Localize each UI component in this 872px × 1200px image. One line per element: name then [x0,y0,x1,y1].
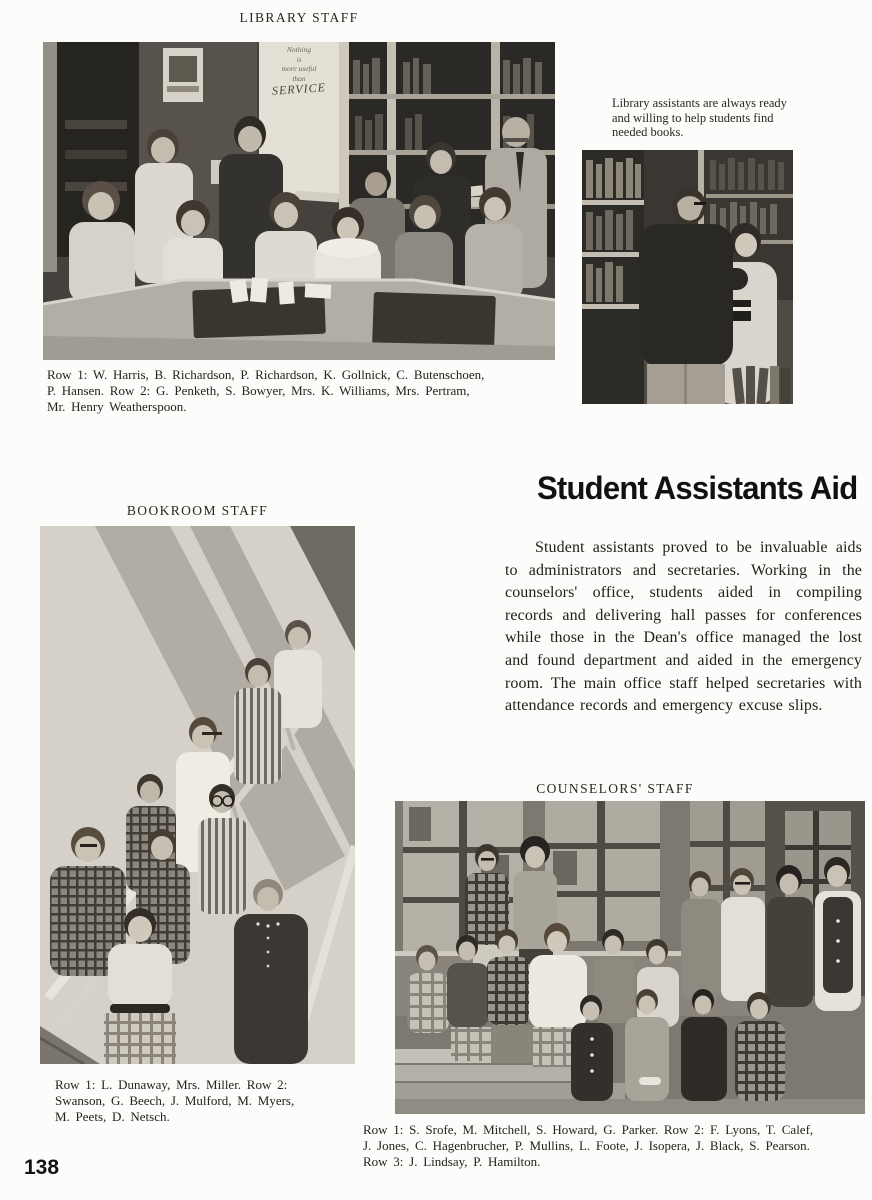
library-staff-heading: LIBRARY STAFF [239,10,359,25]
poster-line: is [296,54,302,64]
library-assistants-photo [582,150,793,404]
article-title: Student Assistants Aid [537,470,858,506]
caption-line: Row 1: S. Srofe, M. Mitchell, S. Howard, G. Parker. Row 2: F. Lyons, T. Calef, [363,1122,814,1137]
poster-line: more useful [281,64,317,73]
caption-line: J. Jones, C. Hagenbrucher, P. Mullins, L. Foote, J. Isopera, J. Black, S. Pearson. [363,1138,810,1153]
library-side-note [612,96,830,140]
bookroom-staff-heading: BOOKROOM STAFF [126,503,269,518]
caption-line: P. Hansen. Row 2: G. Penketh, S. Bowyer, Mrs. K. Williams, Mrs. Pertram, [47,383,470,398]
caption-line: Mr. Henry Weatherspoon. [47,399,187,414]
caption-line: Row 1: W. Harris, B. Richardson, P. Richardson, K. Gollnick, C. Butenschoen, [47,367,485,382]
counselors-staff-heading: COUNSELORS' STAFF [536,781,694,796]
side-note-line: needed books. [612,125,684,139]
counselors-staff-caption [363,1122,872,1170]
counselors-staff-photo-graphic [395,801,865,1114]
caption-line: M. Peets, D. Netsch. [55,1109,170,1124]
article-paragraph: Student assistants proved to be invaluable aids to administrators and secretaries. Working in the counselors' office, students aided in compiling records and delivering hall passes for conferences while those in the Dean's office managed the lost and found department and aided in the emergency room. The main office staff helped secretaries with attendance records and emergency excuse slips. [505,539,862,715]
side-note-line: and willing to help students find [612,110,774,125]
article-body [505,537,862,718]
bookroom-staff-caption [55,1077,370,1125]
service-poster [259,45,339,98]
bookroom-staff-photo-graphic [40,526,355,1064]
poster-line: Nothing [286,45,312,54]
library-staff-photo [43,42,555,360]
poster-service-word: SERVICE [271,80,327,98]
side-note-line: Library assistants are always ready [612,96,787,110]
caption-line: Swanson, G. Beech, J. Mulford, M. Myers, [55,1093,295,1108]
caption-line: Row 3: J. Lindsay, P. Hamilton. [363,1154,541,1169]
bookroom-staff-photo [40,526,355,1064]
counselors-staff-photo [395,801,865,1114]
poster-line: than [292,73,306,83]
page-number: 138 [24,1156,60,1179]
caption-line: Row 1: L. Dunaway, Mrs. Miller. Row 2: [55,1077,288,1092]
library-staff-caption [47,367,547,415]
library-assistants-photo-graphic [582,150,793,404]
